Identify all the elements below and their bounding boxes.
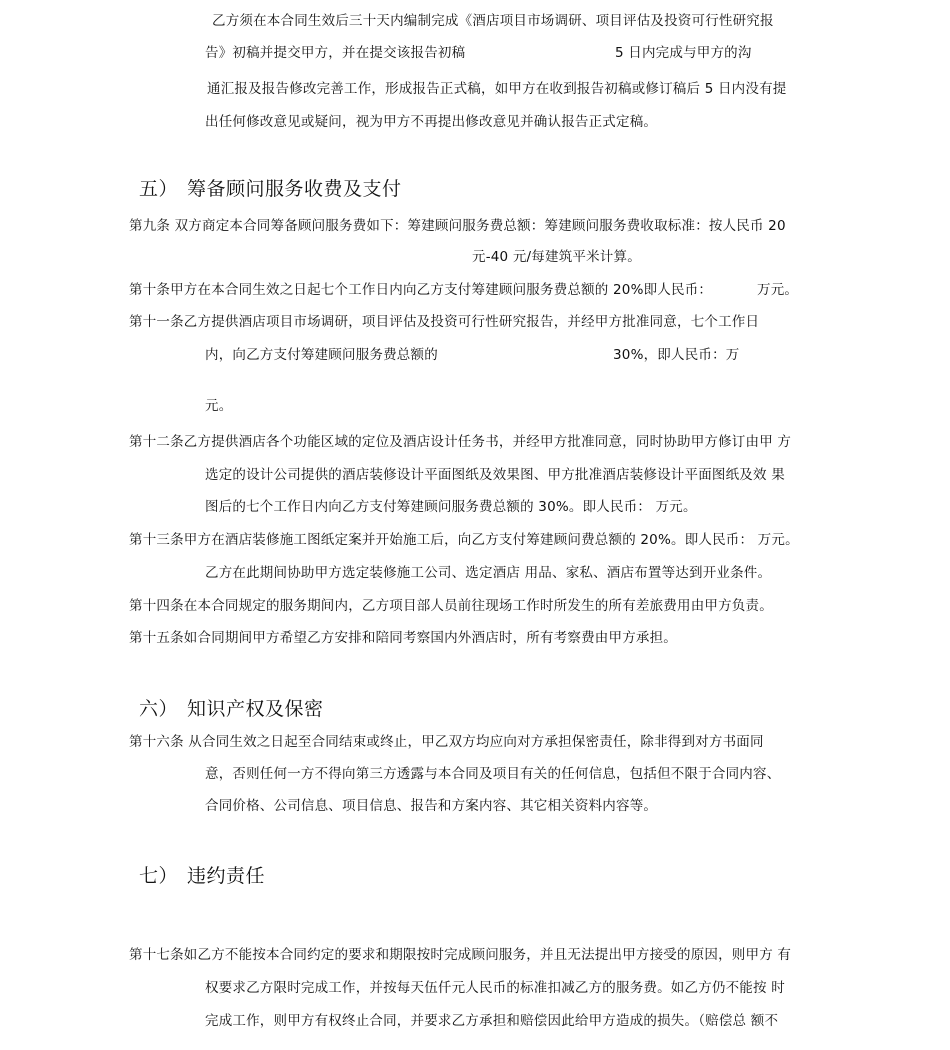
intro-line-2: 告》初稿并提交甲方，并在提交该报告初稿 <box>205 45 466 61</box>
article-17-cont-1: 权要求乙方限时完成工作，并按每天伍仟元人民币的标准扣减乙方的服务费。如乙方仍不能按 时 <box>205 980 785 996</box>
intro-line-1: 乙方须在本合同生效后三十天内编制完成《酒店项目市场调研、项目评估及投资可行性研究报 <box>212 13 774 29</box>
article-10: 第十条甲方在本合同生效之日起七个工作日内向乙方支付筹建顾问服务费总额的 20%即人民币： <box>129 282 713 298</box>
section-title: 筹备顾问服务收费及支付 <box>187 178 402 200</box>
article-9-cont: 元-40 元/每建筑平米计算。 <box>472 249 641 265</box>
article-11-cont-tail: 30%，即人民币：万 <box>613 347 740 363</box>
section-heading-6 <box>139 697 324 721</box>
article-14: 第十四条在本合同规定的服务期间内，乙方项目部人员前往现场工作时所发生的所有差旅费用由甲方负责。 <box>129 598 773 614</box>
article-11: 第十一条乙方提供酒店项目市场调研，项目评估及投资可行性研究报告，并经甲方批准同意，七个工作日 <box>129 314 760 330</box>
article-16-cont-1: 意，否则任何一方不得向第三方透露与本合同及项目有关的任何信息，包括但不限于合同内容、 <box>205 766 781 782</box>
article-13-cont: 乙方在此期间协助甲方选定装修施工公司、选定酒店 用品、家私、酒店布置等达到开业条件。 <box>205 565 772 581</box>
article-11-end: 元。 <box>205 398 233 414</box>
article-16: 第十六条 从合同生效之日起至合同结束或终止，甲乙双方均应向对方承担保密责任，除非得到对方书面同 <box>129 734 764 750</box>
article-13: 第十三条甲方在酒店装修施工图纸定案并开始施工后，向乙方支付筹建顾问费总额的 20%。即人民币： 万元。 <box>129 532 799 548</box>
article-17: 第十七条如乙方不能按本合同约定的要求和期限按时完成顾问服务，并且无法提出甲方接受的原因，则甲方 有 <box>129 947 792 963</box>
article-12: 第十二条乙方提供酒店各个功能区域的定位及酒店设计任务书，并经甲方批准同意，同时协助甲方修订由甲 方 <box>129 434 792 450</box>
intro-line-4: 出任何修改意见或疑问，视为甲方不再提出修改意见并确认报告正式定稿。 <box>205 114 658 130</box>
section-heading-5 <box>139 177 402 201</box>
section-title: 知识产权及保密 <box>187 698 324 720</box>
section-heading-7 <box>139 864 265 888</box>
article-12-cont-1: 选定的设计公司提供的酒店装修设计平面图纸及效果图、甲方批准酒店装修设计平面图纸及效 果 <box>205 467 785 483</box>
intro-line-2-tail: 5 日内完成与甲方的沟 <box>615 45 752 61</box>
section-number: 六） <box>139 698 179 720</box>
article-9: 第九条 双方商定本合同筹备顾问服务费如下：筹建顾问服务费总额：筹建顾问服务费收取标准：按人民币 20 <box>129 218 786 234</box>
article-12-cont-2: 图后的七个工作日内向乙方支付筹建顾问服务费总额的 30%。即人民币： 万元。 <box>205 499 697 515</box>
intro-line-3: 通汇报及报告修改完善工作，形成报告正式稿，如甲方在收到报告初稿或修订稿后 5 日内没有提 <box>207 81 787 97</box>
section-number: 五） <box>139 178 179 200</box>
article-11-cont: 内，向乙方支付筹建顾问服务费总额的 <box>205 347 438 363</box>
article-17-cont-2: 完成工作，则甲方有权终止合同，并要求乙方承担和赔偿因此给甲方造成的损失。（赔偿总 额不 <box>205 1013 779 1029</box>
article-16-cont-2: 合同价格、公司信息、项目信息、报告和方案内容、其它相关资料内容等。 <box>205 798 658 814</box>
article-10-tail: 万元。 <box>757 282 799 298</box>
article-15: 第十五条如合同期间甲方希望乙方安排和陪同考察国内外酒店时，所有考察费由甲方承担。 <box>129 630 677 646</box>
section-title: 违约责任 <box>187 865 266 887</box>
section-number: 七） <box>139 865 179 887</box>
